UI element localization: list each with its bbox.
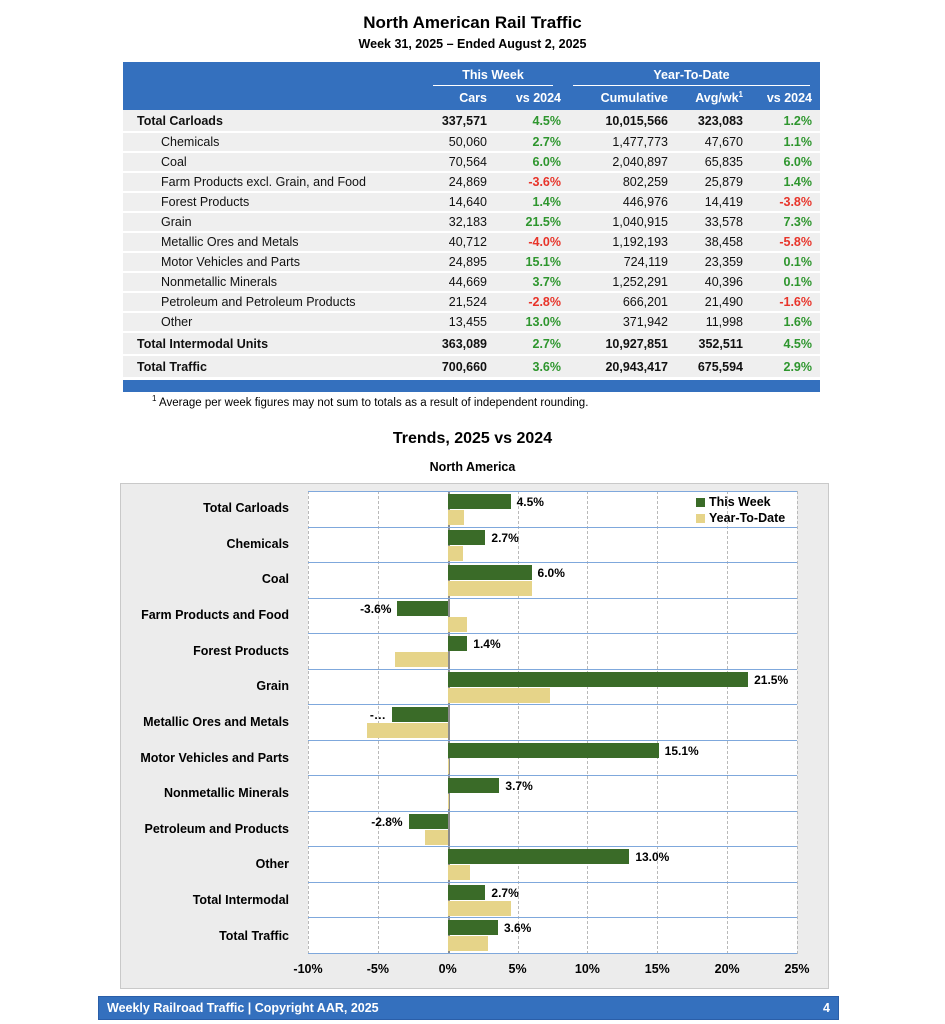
chart-title: Trends, 2025 vs 2024	[392, 430, 553, 447]
rail-traffic-table	[123, 62, 820, 392]
row-label: Total Intermodal Units	[137, 336, 269, 351]
chart-band	[308, 598, 797, 634]
cell-cumulative: 1,477,773	[612, 135, 668, 149]
bar-value-label: -…	[369, 708, 386, 723]
row-label: Nonmetallic Minerals	[161, 275, 278, 289]
cell-vs2024-ytd: 1.2%	[783, 113, 812, 128]
bar-value-label: 2.7%	[491, 885, 519, 900]
table-body	[123, 110, 820, 379]
cell-vs2024-ytd: 1.4%	[783, 175, 812, 189]
bar-year-to-date	[367, 723, 448, 738]
row-label: Coal	[161, 155, 187, 169]
x-axis-tick-label: -10%	[293, 962, 323, 976]
cell-cumulative: 1,252,291	[612, 275, 668, 289]
table-row	[123, 293, 820, 313]
bar-this-week	[448, 778, 500, 793]
bar-this-week	[448, 530, 486, 545]
cell-avgwk: 352,511	[698, 336, 743, 351]
cell-vs2024-ytd: 0.1%	[783, 255, 812, 269]
cell-vs2024-week: 2.7%	[532, 135, 561, 149]
footnote-marker: 1	[152, 394, 157, 403]
category-label: Farm Products and Food	[141, 608, 289, 623]
table-row	[123, 173, 820, 193]
table-row	[123, 356, 820, 379]
cell-avgwk: 25,879	[704, 175, 743, 189]
bar-this-week	[409, 814, 448, 829]
cell-avgwk: 323,083	[697, 113, 743, 128]
bar-this-week	[448, 565, 532, 580]
cell-vs2024-week: 3.7%	[532, 275, 561, 289]
chart-plot-area	[308, 491, 797, 954]
chart-band	[308, 633, 797, 669]
bar-value-label: 3.7%	[505, 779, 533, 794]
bar-this-week	[448, 885, 486, 900]
x-axis-tick-label: 15%	[644, 962, 670, 976]
cell-cars: 40,712	[448, 235, 487, 249]
cell-avgwk: 11,998	[705, 315, 743, 329]
header-col-avgwk: Avg/$wk^1$	[695, 90, 743, 106]
cell-cumulative: 1,192,193	[612, 235, 668, 249]
category-label: Coal	[261, 572, 289, 587]
table-row	[123, 253, 820, 273]
chart-band	[308, 811, 797, 847]
cell-cars: 32,183	[448, 215, 487, 229]
row-label: Total Traffic	[137, 359, 207, 374]
category-label: Chemicals	[226, 536, 289, 551]
bar-year-to-date	[448, 759, 449, 774]
cell-cars: 363,089	[441, 336, 487, 351]
bar-this-week	[448, 743, 659, 758]
avgwk-footnote-marker: 1	[738, 90, 743, 100]
category-label: Forest Products	[193, 643, 289, 658]
cell-vs2024-week: 21.5%	[525, 215, 561, 229]
chart-band	[308, 704, 797, 740]
chart-band	[308, 669, 797, 705]
bar-year-to-date	[448, 510, 465, 525]
cell-vs2024-week: 2.7%	[532, 336, 561, 351]
bar-value-label: -2.8%	[371, 814, 403, 829]
cell-cars: 44,669	[448, 275, 487, 289]
cell-vs2024-week: 1.4%	[532, 195, 561, 209]
cell-vs2024-ytd: 1.6%	[783, 315, 812, 329]
header-col-vs2024-ytd: vs 2024	[766, 91, 812, 105]
bar-value-label: 15.1%	[664, 743, 699, 758]
legend-swatch	[696, 498, 705, 507]
table-row	[123, 193, 820, 213]
x-axis-tick-label: 0%	[438, 962, 457, 976]
bar-year-to-date	[448, 546, 463, 561]
chart-legend	[696, 494, 785, 526]
table-header-groups	[123, 62, 820, 86]
chart-category-labels	[121, 491, 299, 954]
bar-value-label: 4.5%	[516, 495, 544, 509]
table-header-columns	[123, 86, 820, 110]
cell-vs2024-week: -3.6%	[528, 175, 561, 189]
bar-year-to-date	[395, 652, 448, 667]
chart-band	[308, 740, 797, 776]
cell-cumulative: 371,942	[622, 315, 668, 329]
x-axis-tick-label: 5%	[508, 962, 527, 976]
bar-value-label: -3.6%	[360, 601, 392, 616]
table-row	[123, 153, 820, 173]
trends-bar-chart	[120, 483, 829, 989]
cell-vs2024-ytd: 6.0%	[783, 155, 812, 169]
cell-vs2024-ytd: 7.3%	[783, 215, 812, 229]
cell-avgwk: 65,835	[704, 155, 743, 169]
bar-year-to-date	[448, 617, 468, 632]
cell-cars: 21,524	[448, 295, 487, 309]
category-label: Total Traffic	[219, 928, 289, 943]
x-axis-tick-label: 20%	[714, 962, 740, 976]
legend-swatch	[696, 514, 705, 523]
chart-band	[308, 846, 797, 882]
bar-value-label: 3.6%	[504, 921, 532, 936]
cell-vs2024-week: -2.8%	[528, 295, 561, 309]
chart-band	[308, 917, 797, 954]
header-col-vs2024-week: vs 2024	[515, 91, 561, 105]
cell-vs2024-ytd: -3.8%	[779, 195, 812, 209]
legend-item	[696, 510, 785, 526]
row-label: Petroleum and Petroleum Products	[161, 295, 356, 309]
category-label: Grain	[256, 679, 289, 694]
cell-cars: 24,895	[448, 255, 487, 269]
bar-value-label: 6.0%	[537, 566, 565, 581]
bar-this-week	[448, 849, 630, 864]
table-row	[123, 133, 820, 153]
chart-bands	[308, 491, 797, 954]
bar-year-to-date	[448, 936, 489, 951]
cell-vs2024-ytd: -1.6%	[779, 295, 812, 309]
cell-avgwk: 33,578	[704, 215, 743, 229]
header-col-cumulative: Cumulative	[600, 91, 668, 105]
cell-cars: 14,640	[448, 195, 487, 209]
cell-vs2024-ytd: 2.9%	[783, 359, 812, 374]
cell-avgwk: 23,359	[704, 255, 743, 269]
table-bottom-bar	[123, 380, 820, 392]
page-subtitle: Week 31, 2025 – Ended August 2, 2025	[358, 37, 587, 51]
bar-value-label: 2.7%	[491, 530, 519, 545]
row-label: Farm Products excl. Grain, and Food	[161, 175, 366, 189]
bar-year-to-date	[448, 794, 449, 809]
table-row	[123, 333, 820, 356]
bar-year-to-date	[425, 830, 447, 845]
gridline	[797, 491, 798, 954]
cell-cumulative: 10,015,566	[605, 113, 668, 128]
row-label: Other	[161, 315, 193, 329]
table-row	[123, 233, 820, 253]
header-group-year-to-date: Year-To-Date	[563, 68, 820, 86]
cell-cumulative: 2,040,897	[612, 155, 668, 169]
cell-cumulative: 10,927,851	[605, 336, 668, 351]
header-col-cars: Cars	[459, 91, 487, 105]
page-title: North American Rail Traffic	[363, 13, 582, 32]
bar-this-week	[448, 920, 498, 935]
header-group-this-week: This Week	[423, 68, 563, 86]
cell-cumulative: 1,040,915	[612, 215, 668, 229]
category-label: Other	[255, 857, 289, 872]
footer-page-number: 4	[823, 1001, 830, 1015]
page-footer	[98, 996, 839, 1020]
cell-avgwk: 14,419	[704, 195, 743, 209]
table-footnote: $^1$ Average per week figures may not sum to totals as a result of independent rounding.	[152, 394, 589, 409]
cell-cumulative: 724,119	[623, 255, 668, 269]
chart-band	[308, 882, 797, 918]
category-label: Metallic Ores and Metals	[143, 714, 289, 729]
cell-vs2024-ytd: -5.8%	[779, 235, 812, 249]
footer-text: Weekly Railroad Traffic | Copyright AAR, 2025	[107, 1001, 379, 1015]
chart-band	[308, 775, 797, 811]
legend-label: This Week	[709, 495, 771, 509]
x-axis-tick-label: -5%	[366, 962, 389, 976]
cell-vs2024-ytd: 0.1%	[783, 275, 812, 289]
cell-vs2024-week: 6.0%	[532, 155, 561, 169]
cell-cumulative: 802,259	[622, 175, 668, 189]
bar-value-label: 13.0%	[635, 850, 670, 865]
row-label: Forest Products	[161, 195, 250, 209]
cell-cars: 337,571	[441, 113, 487, 128]
x-axis-tick-label: 10%	[574, 962, 600, 976]
chart-band	[308, 527, 797, 563]
bar-this-week	[397, 601, 447, 616]
cell-cars: 24,869	[448, 175, 487, 189]
bar-this-week	[448, 636, 468, 651]
legend-item	[696, 494, 785, 510]
cell-cars: 70,564	[448, 155, 487, 169]
cell-avgwk: 21,490	[704, 295, 743, 309]
row-label: Motor Vehicles and Parts	[161, 255, 300, 269]
cell-cumulative: 20,943,417	[605, 359, 668, 374]
bar-this-week	[448, 494, 511, 509]
bar-year-to-date	[448, 688, 550, 703]
cell-avgwk: 47,670	[704, 135, 743, 149]
bar-this-week	[392, 707, 448, 722]
category-label: Petroleum and Products	[144, 821, 289, 836]
cell-vs2024-week: 3.6%	[532, 359, 561, 374]
table-row	[123, 313, 820, 333]
cell-cumulative: 446,976	[622, 195, 668, 209]
row-label: Metallic Ores and Metals	[161, 235, 299, 249]
cell-vs2024-week: 13.0%	[525, 315, 561, 329]
cell-avgwk: 40,396	[704, 275, 743, 289]
row-label: Grain	[161, 215, 192, 229]
cell-vs2024-ytd: 1.1%	[783, 135, 812, 149]
cell-vs2024-week: 4.5%	[532, 113, 561, 128]
row-label: Total Carloads	[137, 113, 223, 128]
cell-vs2024-week: 15.1%	[525, 255, 561, 269]
bar-value-label: 1.4%	[473, 637, 501, 652]
x-axis-tick-label: 25%	[784, 962, 810, 976]
cell-vs2024-week: -4.0%	[528, 235, 561, 249]
cell-cars: 50,060	[448, 135, 487, 149]
table-row	[123, 273, 820, 293]
cell-cars: 700,660	[441, 359, 487, 374]
row-label: Chemicals	[161, 135, 220, 149]
cell-vs2024-ytd: 4.5%	[783, 336, 812, 351]
cell-cumulative: 666,201	[622, 295, 668, 309]
category-label: Motor Vehicles and Parts	[140, 750, 289, 765]
bar-value-label: 21.5%	[754, 672, 789, 687]
cell-avgwk: 675,594	[697, 359, 743, 374]
bar-year-to-date	[448, 581, 532, 596]
bar-this-week	[448, 672, 748, 687]
category-label: Total Carloads	[203, 501, 289, 516]
category-label: Total Intermodal	[192, 892, 289, 907]
cell-cars: 13,455	[448, 315, 487, 329]
bar-year-to-date	[448, 865, 470, 880]
cell-avgwk: 38,458	[704, 235, 743, 249]
chart-band	[308, 562, 797, 598]
table-row	[123, 110, 820, 133]
table-row	[123, 213, 820, 233]
category-label: Nonmetallic Minerals	[163, 786, 289, 801]
bar-year-to-date	[448, 901, 511, 916]
chart-subtitle: North America	[429, 460, 516, 474]
legend-label: Year-To-Date	[709, 511, 786, 525]
